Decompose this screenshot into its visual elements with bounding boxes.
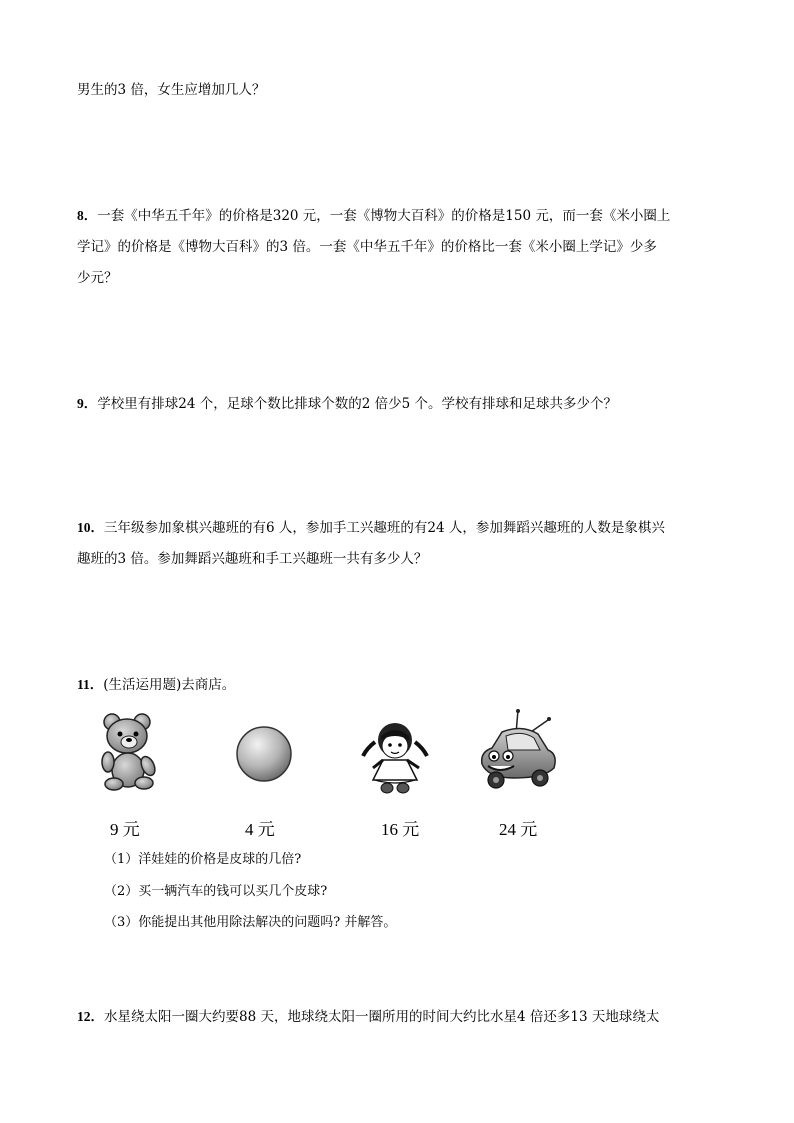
question-number: 9． — [77, 396, 98, 411]
intro-line: 男生的3 倍，女生应增加几人？ — [77, 82, 266, 98]
doll-icon — [357, 720, 433, 796]
question-number: 8． — [77, 208, 98, 223]
question-number: 12． — [77, 1009, 104, 1024]
question-number: 10． — [77, 520, 104, 535]
subquestion-2: （2）买一辆汽车的钱可以买几个皮球? — [104, 884, 328, 899]
question-text: 少元？ — [77, 270, 118, 286]
doll-price: 16 元 — [381, 820, 420, 839]
question-text: 水星绕太阳一圈大约要88 天，地球绕太阳一圈所用的时间大约比水星4 倍还多13 天地球绕太 — [104, 1009, 660, 1025]
question-text: 一套《中华五千年》的价格是320 元，一套《博物大百科》的价格是150 元，而一套《米小圈上 — [97, 208, 671, 224]
toy-car-price: 24 元 — [499, 820, 538, 839]
question-text: 三年级参加象棋兴趣班的有6 人，参加手工兴趣班的有24 人，参加舞蹈兴趣班的人数是象棋兴 — [104, 520, 665, 536]
question-text: 学记》的价格是《博物大百科》的3 倍。一套《中华五千年》的价格比一套《米小圈上学记》少多 — [77, 239, 657, 255]
toy-car-icon — [474, 708, 560, 792]
ball-price: 4 元 — [245, 820, 275, 839]
question-text: 趣班的3 倍。参加舞蹈兴趣班和手工兴趣班一共有多少人？ — [77, 551, 428, 567]
subquestion-3: （3）你能提出其他用除法解决的问题吗? 并解答。 — [104, 915, 397, 930]
question-number: 11． — [77, 677, 104, 692]
teddy-bear-icon — [98, 712, 162, 792]
subquestion-1: （1）洋娃娃的价格是皮球的几倍? — [104, 852, 302, 867]
question-text: 学校里有排球24 个，足球个数比排球个数的2 倍少5 个。学校有排球和足球共多少个？ — [97, 396, 617, 412]
question-text: (生活运用题)去商店。 — [103, 677, 236, 693]
ball-icon — [234, 724, 296, 784]
teddy-bear-price: 9 元 — [110, 820, 140, 839]
